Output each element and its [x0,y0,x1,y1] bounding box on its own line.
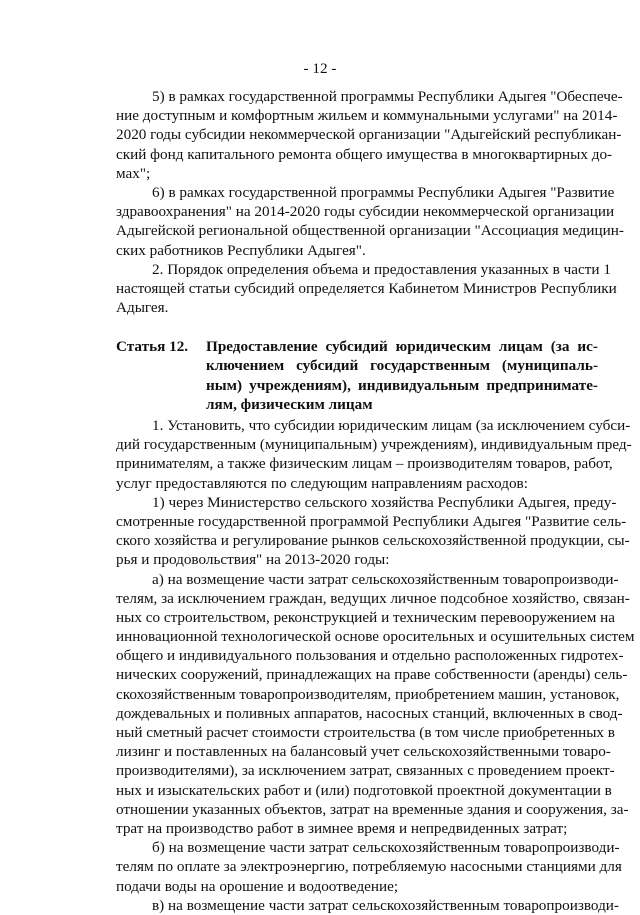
text-line: смотренные государственной программой Республики Адыгея "Развитие сель- [116,512,627,530]
text-line: общего и индивидуального пользования и отдельно расположенных гидротех- [116,647,624,665]
text-line: 6) в рамках государственной программы Республики Адыгея "Развитие [152,183,615,201]
text-line: Предоставление субсидий юридическим лицам (за ис- [206,338,598,356]
text-line: 1) через Министерство сельского хозяйства Республики Адыгея, преду- [152,493,617,511]
text-line: дождевальных и поливных аппаратов, насосных станций, включенных в свод- [116,704,623,722]
text-line: отношении указанных объектов, затрат на временные здания и сооружения, за- [116,800,629,818]
text-line: лизинг и поставленных на балансовый учет сельскохозяйственными товаро- [116,743,611,761]
text-line: ключением субсидий государственным (муниципаль- [206,357,598,375]
text-line: ным) учреждениям), индивидуальным предпринимате- [206,376,598,394]
text-line: телям по оплате за электроэнергию, потребляемую насосными станциями для [116,858,622,876]
text-line: настоящей статьи субсидий определяется Кабинетом Министров Республики [116,279,617,297]
article-heading [116,337,598,414]
text-line: Адыгейской региональной общественной организации "Ассоциация медицин- [116,222,624,240]
text-line: производителями), за исключением затрат, связанных с проведением проект- [116,762,615,780]
paragraph-article-1-1 [116,493,630,570]
document-body [116,87,635,915]
text-line: ных и изыскательских работ и (или) подготовкой проектной документации в [116,781,612,799]
text-line: мах"; [116,164,151,182]
text-line: телям, за исключением граждан, ведущих личное подсобное хозяйство, связан- [116,589,630,607]
text-line: лям, физическим лицам [206,395,373,413]
text-line: а) на возмещение части затрат сельскохозяйственным товаропроизводи- [152,570,619,588]
text-line: нических сооружений, принадлежащих на праве собственности (аренды) сель- [116,666,628,684]
article-title [206,337,598,414]
text-line: ского хозяйства и регулирование рынков сельскохозяйственной продукции, сы- [116,532,630,550]
text-line: скохозяйственным товаропроизводителям, приобретением машин, установок, [116,685,620,703]
text-line: Адыгея. [116,299,169,317]
text-line: 2. Порядок определения объема и предоставления указанных в части 1 [152,260,611,278]
text-line: 1. Установить, что субсидии юридическим лицам (за исключением субси- [152,417,631,434]
page-number: - 12 - [303,60,337,77]
article-number: Статья 12. [116,338,189,356]
text-line: трат на производство работ в зимнее время и непредвиденных затрат; [116,819,568,837]
text-line: ских работников Республики Адыгея". [116,241,366,259]
paragraph-article-1 [116,416,632,493]
text-line: 2020 годы субсидии некоммерческой организации "Адыгейский республикан- [116,126,622,144]
paragraph-v [116,896,619,915]
text-line: б) на возмещение части затрат сельскохозяйственным товаропроизводи- [152,839,620,857]
text-line: в) на возмещение части затрат сельскохозяйственным товаропроизводи- [152,896,619,914]
paragraph-b [116,838,622,896]
paragraph-a [116,570,635,839]
text-line: ский фонд капитального ремонта общего имущества в многоквартирных до- [116,145,613,163]
paragraph-5 [116,87,623,183]
text-line: подачи воды на орошение и водоотведение; [116,877,399,895]
text-line: дий государственным (муниципальным) учреждениям), индивидуальным пред- [116,436,632,454]
text-line: ных со строительством, реконструкцией и техническим перевооружением на [116,608,615,626]
text-line: 5) в рамках государственной программы Республики Адыгея "Обеспече- [152,88,623,105]
paragraph-order [116,260,617,318]
text-line: рья и продовольствия" на 2013-2020 годы: [116,551,390,569]
text-line: ный сметный расчет стоимости строительства (в том числе приобретенных в [116,724,615,741]
paragraph-6 [116,183,624,260]
text-line: здравоохранения" на 2014-2020 годы субсидии некоммерческой организации [116,203,615,221]
text-line: ние доступным и комфортным жильем и коммунальными услугами" на 2014- [116,107,618,125]
text-line: инновационной технологической основе оросительных и осушительных систем [116,628,635,646]
text-line: услуг предоставляются по следующим направлениям расходов: [116,474,528,492]
text-line: принимателям, а также физическим лицам – производителям товаров, работ, [116,455,613,473]
